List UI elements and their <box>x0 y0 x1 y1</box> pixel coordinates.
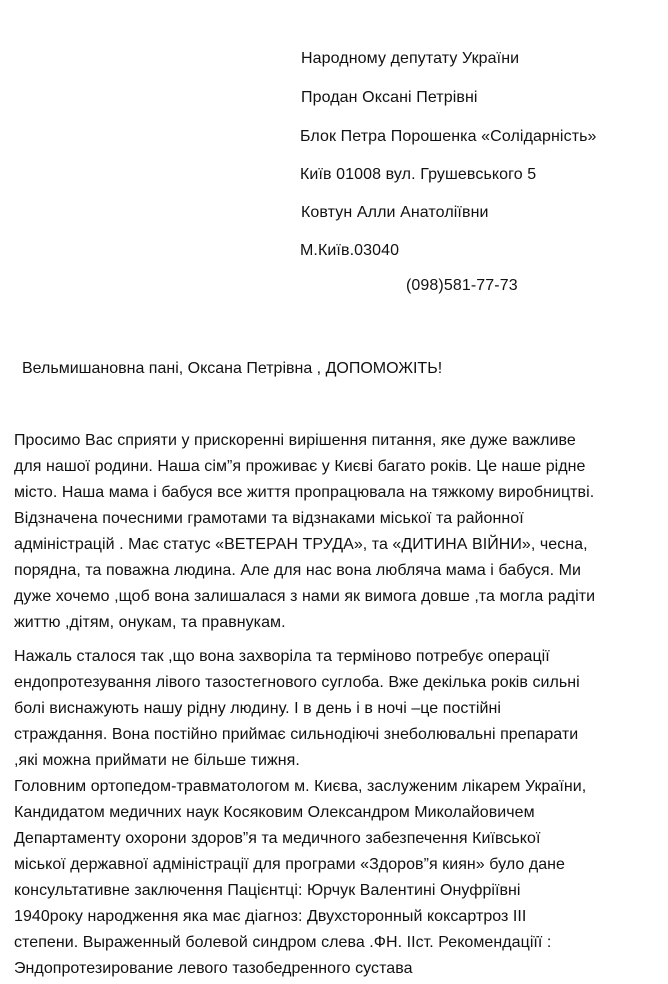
sender-phone: (098)581-77-73 <box>406 277 518 294</box>
paragraph-line: адміністрацій . Має статус «ВЕТЕРАН ТРУДА», та «ДИТИНА ВІЙНИ», чесна, <box>14 536 588 553</box>
paragraph-3 <box>14 774 664 982</box>
paragraph-line: міської державної адміністрації для програми «Здоров”я киян» було дане <box>14 856 565 873</box>
paragraph-line: Відзначена почесними грамотами та відзнаками міської та районної <box>14 510 524 527</box>
paragraph-line: ендопротезування лівого тазостегнового суглоба. Вже декілька років сильні <box>14 674 580 691</box>
paragraph-line: страждання. Вона постійно приймає сильнодіючі знеболювальні препарати <box>14 726 579 743</box>
greeting-line: Вельмишановна пані, Оксана Петрівна , ДОПОМОЖІТЬ! <box>22 360 443 377</box>
sender-name: Ковтун Алли Анатоліївни <box>301 204 489 221</box>
paragraph-line: Департаменту охорони здоров”я та медичного забезпечення Київської <box>14 830 541 847</box>
paragraph-line: консультативне заключення Пацієнтці: Юрчук Валентині Онуфріївні <box>14 882 521 899</box>
recipient-title: Народному депутату України <box>301 50 520 67</box>
paragraph-1 <box>14 428 664 636</box>
paragraph-line: життю ,дітям, онукам, та правнукам. <box>14 614 286 631</box>
paragraph-line: порядна, та поважна людина. Але для нас вона любляча мама і бабуся. Ми <box>14 562 582 579</box>
recipient-address: Київ 01008 вул. Грушевського 5 <box>300 166 537 183</box>
paragraph-line: Кандидатом медичних наук Косяковим Олександром Миколайовичем <box>14 804 535 821</box>
paragraph-2 <box>14 644 664 774</box>
paragraph-line: болі виснажують нашу рідну людину. І в день і в ночі –це постійні <box>14 700 501 717</box>
paragraph-line: ,які можна приймати не більше тижня. <box>14 752 300 769</box>
paragraph-line: Просимо Вас сприяти у прискоренні вирішення питання, яке дуже важливе <box>14 432 576 449</box>
paragraph-line: Головним ортопедом-травматологом м. Києва, заслуженим лікарем України, <box>14 778 587 795</box>
paragraph-line: 1940року народження яка має діагноз: Двухсторонный коксартроз III <box>14 908 527 925</box>
paragraph-line: місто. Наша мама і бабуся все життя пропрацювала на тяжкому виробництві. <box>14 484 595 501</box>
recipient-party: Блок Петра Порошенка «Солідарність» <box>300 128 597 145</box>
paragraph-line: для нашої родини. Наша сім”я проживає у Києві багато років. Це наше рідне <box>14 458 586 475</box>
paragraph-line: дуже хочемо ,щоб вона залишалася з нами як вимога довше ,та могла радіти <box>14 588 596 605</box>
paragraph-line: Нажаль сталося так ,що вона захворіла та терміново потребує операції <box>14 648 550 665</box>
paragraph-line: Эндопротезирование левого тазобедренного сустава <box>14 960 413 977</box>
paragraph-line: степени. Выраженный болевой синдром слева .ФН. IIст. Рекомендаціїї : <box>14 934 552 951</box>
recipient-name: Продан Оксані Петрівні <box>301 89 478 106</box>
sender-city: М.Київ.03040 <box>300 242 400 259</box>
